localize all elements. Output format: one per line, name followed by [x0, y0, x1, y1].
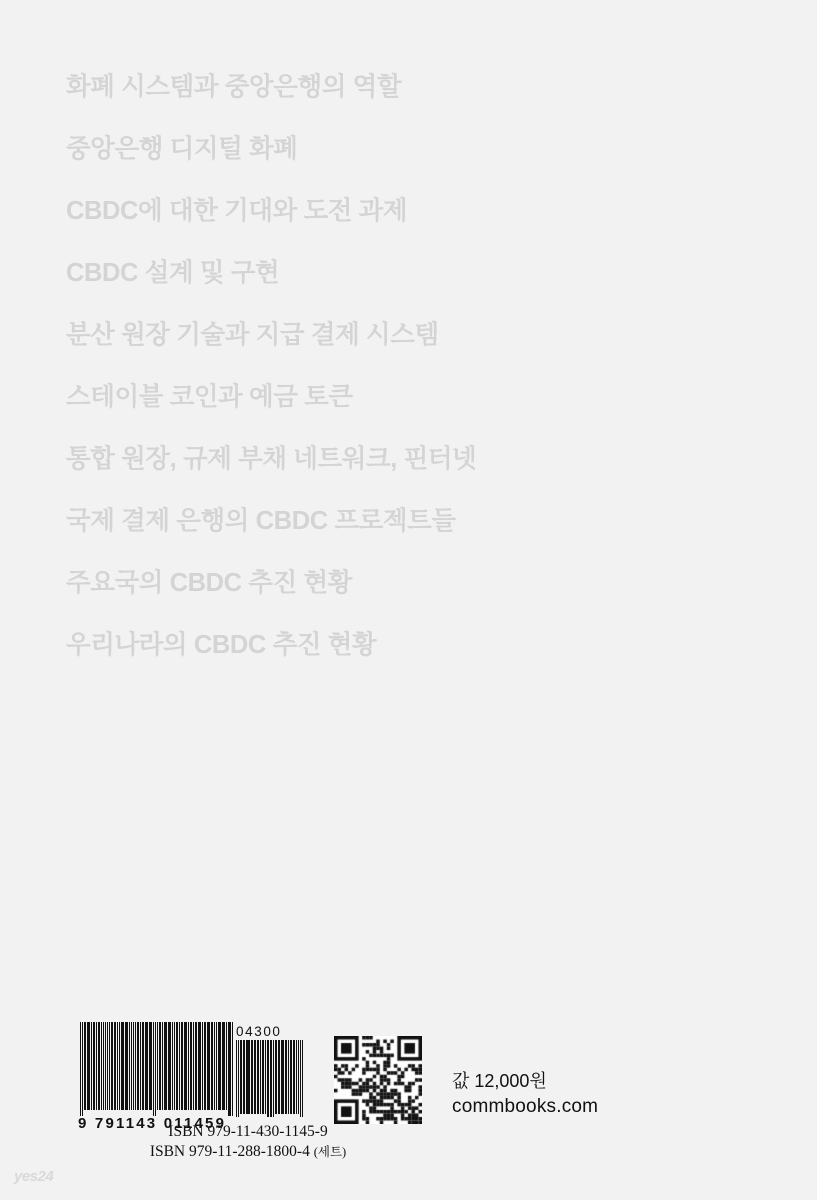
isbn-line: [78, 1122, 418, 1142]
toc-item: 중앙은행 디지털 화폐: [66, 135, 298, 163]
price-label: 값 12,000원: [452, 1071, 547, 1091]
qr-code-canvas: [334, 1036, 422, 1124]
toc-item: 분산 원장 기술과 지급 결제 시스템: [66, 321, 439, 349]
barcode-digits: 9 791143 011459: [78, 1115, 227, 1132]
cover-footer: [0, 1010, 817, 1200]
table-of-contents: [66, 56, 756, 676]
isbn-line-suffix: (세트): [313, 1145, 347, 1159]
addon-barcode: [236, 1040, 304, 1117]
isbn-line: [78, 1142, 418, 1162]
toc-item: 통합 원장, 규제 부채 네트워크, 핀터넷: [66, 445, 477, 473]
toc-item: 스테이블 코인과 예금 토큰: [66, 383, 353, 411]
addon-barcode-bars: [236, 1040, 304, 1117]
addon-barcode-digits: 04300: [236, 1024, 282, 1039]
toc-item: CBDC 설계 및 구현: [66, 259, 280, 287]
qr-code[interactable]: [334, 1036, 422, 1124]
ean13-barcode: [78, 1022, 240, 1132]
isbn-line-text: ISBN 979-11-430-1145-9: [168, 1123, 328, 1140]
isbn-block: [78, 1122, 418, 1162]
toc-item: 주요국의 CBDC 추진 현황: [66, 569, 352, 597]
watermark: yes24: [14, 1168, 54, 1185]
publisher-site: commbooks.com: [452, 1096, 599, 1117]
toc-item: 국제 결제 은행의 CBDC 프로젝트들: [66, 507, 456, 535]
barcode-bars: [80, 1022, 240, 1117]
toc-item: 화폐 시스템과 중앙은행의 역할: [66, 73, 402, 101]
isbn-line-text: ISBN 979-11-288-1800-4: [149, 1143, 314, 1160]
toc-item: CBDC에 대한 기대와 도전 과제: [66, 197, 408, 225]
toc-item: 우리나라의 CBDC 추진 현황: [66, 631, 377, 659]
price-and-site: [452, 1068, 598, 1120]
